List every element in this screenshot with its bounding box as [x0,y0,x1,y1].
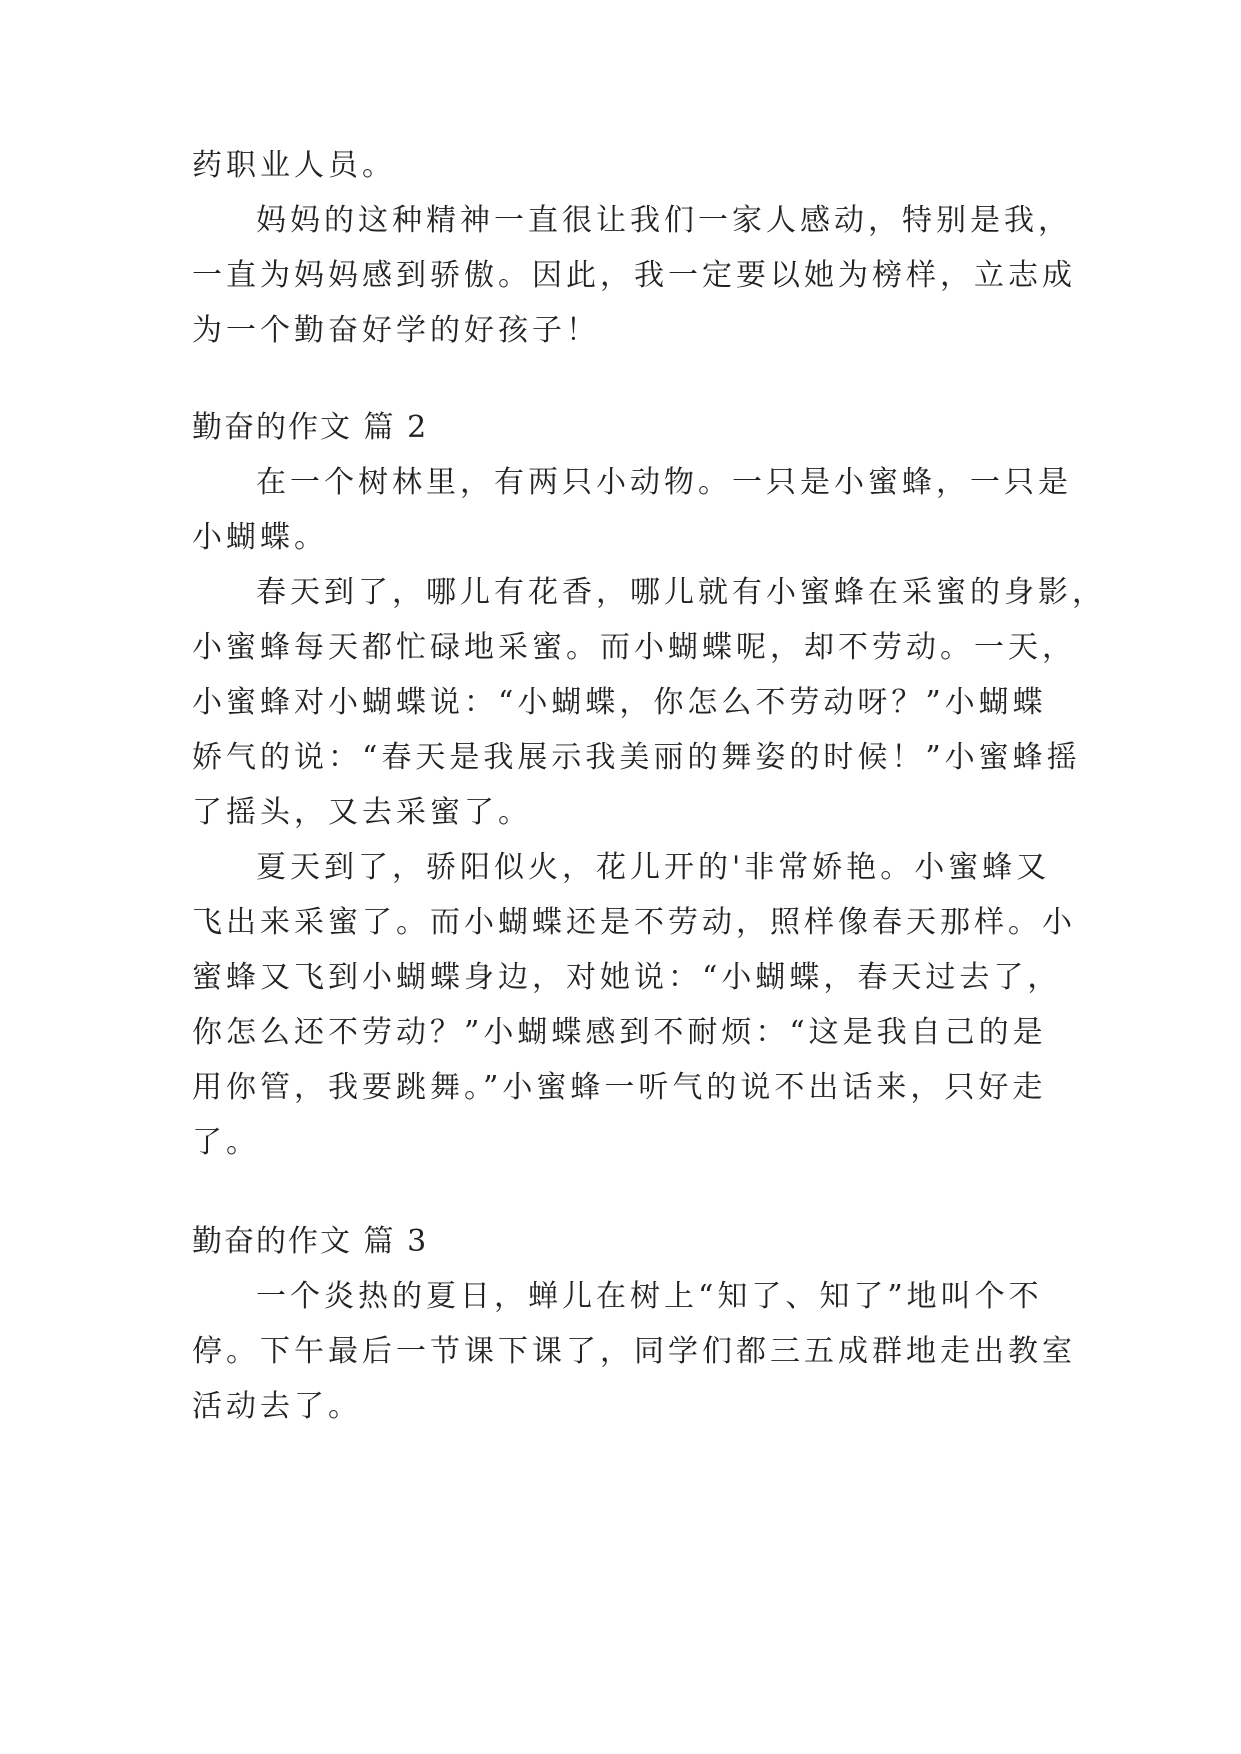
text-line: 活动去了。 [192,1389,362,1424]
text-line: 小蜜蜂每天都忙碌地采蜜。而小蝴蝶呢，却不劳动。一天， [192,630,1076,665]
text-line: 一直为妈妈感到骄傲。因此，我一定要以她为榜样，立志成 [192,258,1076,293]
text-line: 药职业人员。 [192,148,396,183]
text-line: 了摇头，又去采蜜了。 [192,795,532,830]
paragraph-start-line: 夏天到了，骄阳似火，花儿开的'非常娇艳。小蜜蜂又 [256,850,1051,885]
section-heading: 勤奋的作文 篇 3 [192,1224,429,1259]
paragraph-start-line: 一个炎热的夏日，蝉儿在树上“知了、知了”地叫个不 [256,1279,1043,1314]
text-line: 小蝴蝶。 [192,520,328,555]
paragraph-start-line: 妈妈的这种精神一直很让我们一家人感动，特别是我， [256,203,1072,238]
text-line: 了。 [192,1125,260,1160]
text-line: 为一个勤奋好学的好孩子！ [192,313,600,348]
text-line: 飞出来采蜜了。而小蝴蝶还是不劳动，照样像春天那样。小 [192,905,1076,940]
text-line: 小蜜蜂对小蝴蝶说：“小蝴蝶，你怎么不劳动呀？”小蝴蝶 [192,685,1047,720]
text-line: 用你管，我要跳舞。”小蜜蜂一听气的说不出话来，只好走 [192,1070,1047,1105]
text-line: 蜜蜂又飞到小蝴蝶身边，对她说：“小蝴蝶，春天过去了， [192,960,1062,995]
section-heading: 勤奋的作文 篇 2 [192,410,429,445]
text-line: 娇气的说：“春天是我展示我美丽的舞姿的时候！”小蜜蜂摇 [192,740,1081,775]
paragraph-start-line: 在一个树林里，有两只小动物。一只是小蜜蜂，一只是 [256,465,1072,500]
text-line: 停。下午最后一节课下课了，同学们都三五成群地走出教室 [192,1334,1076,1369]
text-line: 你怎么还不劳动？”小蝴蝶感到不耐烦：“这是我自己的是 [192,1015,1047,1050]
paragraph-start-line: 春天到了，哪儿有花香，哪儿就有小蜜蜂在采蜜的身影， [256,575,1106,610]
